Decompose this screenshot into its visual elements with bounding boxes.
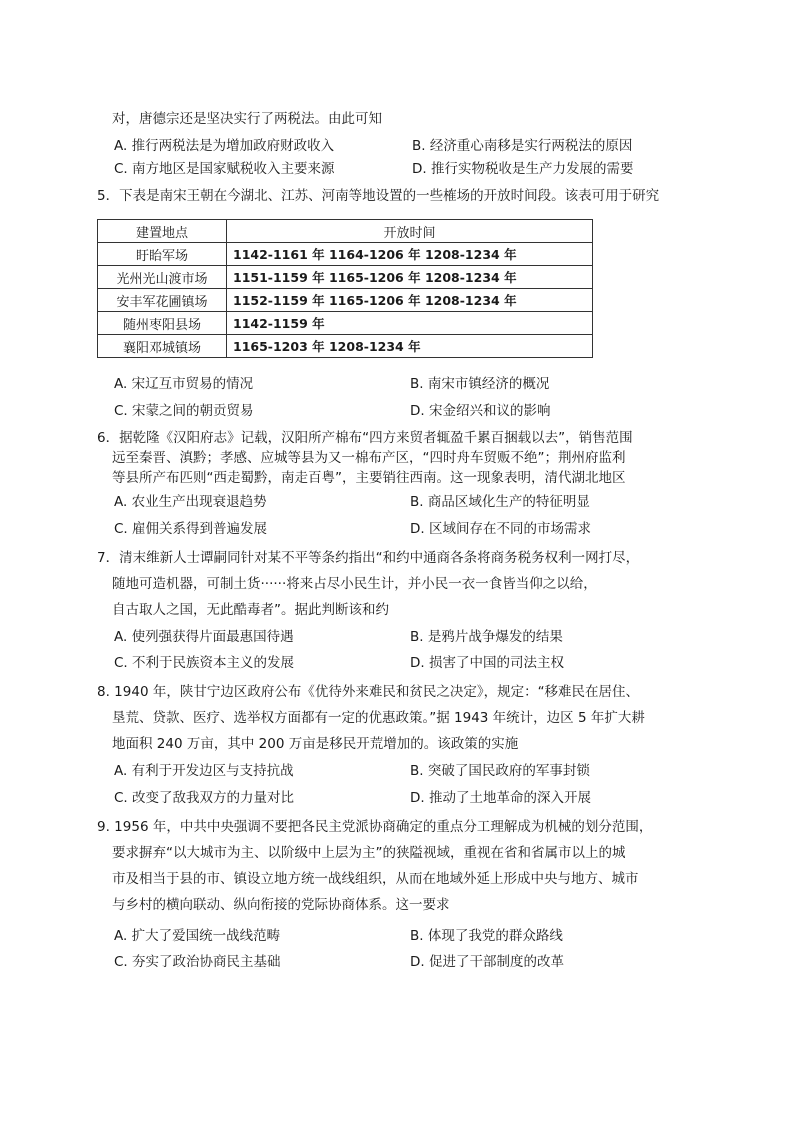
q8-option-c[interactable]: C. 改变了敌我双方的力量对比 xyxy=(114,790,295,806)
q9-stem-line: 9. 1956 年，中共中央强调不要把各民主党派协商确定的重点分工理解成为机械的划分范围， xyxy=(97,819,653,835)
table-cell-times: 1152-1159 年 1165-1206 年 1208-1234 年 xyxy=(227,289,593,312)
q6-option-c[interactable]: C. 雇佣关系得到普遍发展 xyxy=(114,521,268,537)
table-cell-place: 安丰军花圃镇场 xyxy=(98,289,227,312)
q6-option-a[interactable]: A. 农业生产出现衰退趋势 xyxy=(114,494,267,510)
table-cell-times: 1142-1161 年 1164-1206 年 1208-1234 年 xyxy=(227,243,593,266)
q8-stem-line: 8. 1940 年，陕甘宁边区政府公布《优待外来难民和贫民之决定》，规定：“移难民在居住、 xyxy=(97,684,640,700)
q5-option-b[interactable]: B. 南宋市镇经济的概况 xyxy=(410,376,550,392)
q9-stem-line: 与乡村的横向联动、纵向衔接的党际协商体系。这一要求 xyxy=(112,897,450,913)
q4-option-d[interactable]: D. 推行实物税收是生产力发展的需要 xyxy=(412,161,634,177)
q9-option-b[interactable]: B. 体现了我党的群众路线 xyxy=(410,928,563,944)
q8-stem-line: 垦荒、贷款、医疗、选举权方面都有一定的优惠政策。”据 1943 年统计，边区 5 年扩大耕 xyxy=(112,710,645,726)
table-cell-times: 1142-1159 年 xyxy=(227,312,593,335)
q6-stem-line: 远至秦晋、滇黔；孝感、应城等县为又一棉布产区，“四时舟车贸贩不绝”；荆州府监利 xyxy=(112,450,626,466)
table-cell-place: 盱眙军场 xyxy=(98,243,227,266)
q9-stem-line: 要求摒弃“以大城市为主、以阶级中上层为主”的狭隘视域，重视在省和省属市以上的城 xyxy=(112,845,626,861)
table-cell-times: 1151-1159 年 1165-1206 年 1208-1234 年 xyxy=(227,266,593,289)
q9-option-a[interactable]: A. 扩大了爱国统一战线范畴 xyxy=(114,928,281,944)
table-header-time: 开放时间 xyxy=(227,220,593,243)
q7-option-c[interactable]: C. 不利于民族资本主义的发展 xyxy=(114,655,295,671)
q4-stem-tail: 对，唐德宗还是坚决实行了两税法。由此可知 xyxy=(112,111,382,127)
table-row xyxy=(98,243,593,266)
q8-stem-line: 地面积 240 万亩，其中 200 万亩是移民开荒增加的。该政策的实施 xyxy=(112,736,519,752)
q4-option-c[interactable]: C. 南方地区是国家赋税收入主要来源 xyxy=(114,161,335,177)
q6-option-b[interactable]: B. 商品区域化生产的特征明显 xyxy=(410,494,590,510)
table-header-row xyxy=(98,220,593,243)
q9-option-c[interactable]: C. 夯实了政治协商民主基础 xyxy=(114,954,281,970)
q8-option-d[interactable]: D. 推动了土地革命的深入开展 xyxy=(410,790,591,806)
table-header-place: 建置地点 xyxy=(98,220,227,243)
q7-option-d[interactable]: D. 损害了中国的司法主权 xyxy=(410,655,564,671)
q7-stem-line: 自古取人之国，无此酷毒者”。据此判断该和约 xyxy=(112,602,389,618)
q7-stem-line: 7．清末维新人士谭嗣同针对某不平等条约指出“和约中通商各条将商务税务权利一网打尽， xyxy=(97,550,640,566)
q8-option-a[interactable]: A. 有利于开发边区与支持抗战 xyxy=(114,763,294,779)
table-cell-place: 光州光山渡市场 xyxy=(98,266,227,289)
table-row xyxy=(98,289,593,312)
q5-stem: 5．下表是南宋王朝在今湖北、江苏、河南等地设置的一些榷场的开放时间段。该表可用于研究 xyxy=(97,188,660,204)
table-row xyxy=(98,335,593,358)
q6-stem-line: 等县所产布匹则“西走蜀黔，南走百粤”，主要销往西南。这一现象表明，清代湖北地区 xyxy=(112,470,626,486)
q7-option-a[interactable]: A. 使列强获得片面最惠国待遇 xyxy=(114,629,294,645)
q6-option-d[interactable]: D. 区域间存在不同的市场需求 xyxy=(410,521,591,537)
table-cell-place: 随州枣阳县场 xyxy=(98,312,227,335)
q6-stem-line: 6．据乾隆《汉阳府志》记载，汉阳所产棉布“四方来贸者辄盈千累百捆载以去”，销售范围 xyxy=(97,430,633,446)
q5-table xyxy=(97,219,593,358)
q7-stem-line: 随地可造机器，可制土货······将来占尽小民生计，并小民一衣一食皆当仰之以给， xyxy=(112,576,597,592)
q5-option-c[interactable]: C. 宋蒙之间的朝贡贸易 xyxy=(114,403,254,419)
q7-option-b[interactable]: B. 是鸦片战争爆发的结果 xyxy=(410,629,563,645)
table-cell-times: 1165-1203 年 1208-1234 年 xyxy=(227,335,593,358)
table-row xyxy=(98,266,593,289)
table-cell-place: 襄阳邓城镇场 xyxy=(98,335,227,358)
q9-option-d[interactable]: D. 促进了干部制度的改革 xyxy=(410,954,564,970)
table-row xyxy=(98,312,593,335)
q5-option-a[interactable]: A. 宋辽互市贸易的情况 xyxy=(114,376,254,392)
q8-option-b[interactable]: B. 突破了国民政府的军事封锁 xyxy=(410,763,590,779)
q5-option-d[interactable]: D. 宋金绍兴和议的影响 xyxy=(410,403,551,419)
q9-stem-line: 市及相当于县的市、镇设立地方统一战线组织，从而在地域外延上形成中央与地方、城市 xyxy=(112,871,639,887)
q4-option-a[interactable]: A. 推行两税法是为增加政府财政收入 xyxy=(114,138,335,154)
q4-option-b[interactable]: B. 经济重心南移是实行两税法的原因 xyxy=(412,138,633,154)
